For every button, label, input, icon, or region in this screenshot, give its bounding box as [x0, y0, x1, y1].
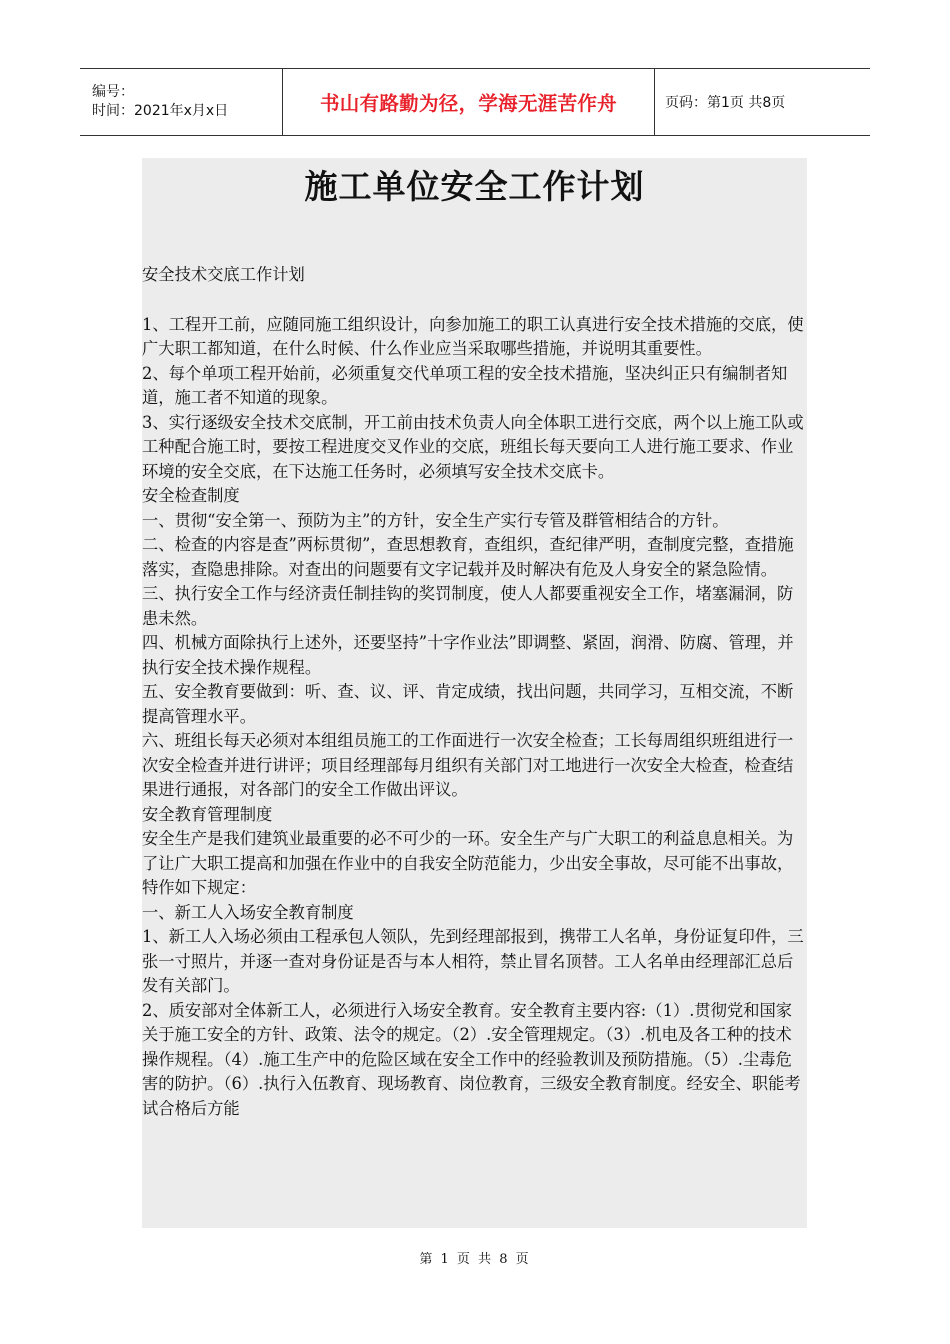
document-paragraphs [142, 313, 807, 1122]
paragraph: 一、贯彻“安全第一、预防为主”的方针，安全生产实行专管及群管相结合的方针。 [142, 510, 729, 530]
paragraph: 1、新工人入场必须由工程承包人领队，先到经理部报到，携带工人名单，身份证复印件，三张一寸照片，并逐一查对身份证是否与本人相符，禁止冒名顶替。工人名单由经理部汇总后发有关部门。 [142, 927, 804, 995]
paragraph: 安全生产是我们建筑业最重要的必不可少的一环。安全生产与广大职工的利益息息相关。为了让广大职工提高和加强在作业中的自我安全防范能力，少出安全事故，尽可能不出事故，特作如下规定： [142, 829, 794, 897]
paragraph: 四、机械方面除执行上述外，还要坚持”十字作业法”即调整、紧固，润滑、防腐、管理，并执行安全技术操作规程。 [142, 633, 794, 677]
subsection-heading: 一、新工人入场安全教育制度 [142, 902, 354, 922]
header-motto-cell [283, 69, 655, 135]
number-label: 编号： [92, 84, 134, 100]
paragraph: 2、每个单项工程开始前，必须重复交代单项工程的安全技术措施，坚决纠正只有编制者知道，施工者不知道的现象。 [142, 363, 788, 407]
page-header [80, 68, 870, 136]
motto-text: 书山有路勤为径，学海无涯苦作舟 [319, 92, 617, 115]
document-body [142, 158, 807, 1228]
header-meta [80, 69, 283, 135]
section-heading: 安全教育管理制度 [142, 804, 273, 824]
paragraph: 三、执行安全工作与经济责任制挂钩的奖罚制度，使人人都要重视安全工作，堵塞漏洞，防患未然。 [142, 584, 794, 628]
section-heading: 安全检查制度 [142, 486, 240, 505]
paragraph: 1、工程开工前，应随同施工组织设计，向参加施工的职工认真进行安全技术措施的交底，使广大职工都知道，在什么时候、什么作业应当采取哪些措施，并说明其重要性。 [142, 314, 804, 358]
paragraph: 2、质安部对全体新工人，必须进行入场安全教育。安全教育主要内容:（1）.贯彻党和国家关于施工安全的方针、政策、法令的规定。（2）.安全管理规定。（3）.机电及各工种的技术操作规程。（4）.施工生产中的危险区域在安全工作中的经验教训及预防措施。（5）.尘毒危害的防护。（6）.执行入伍教育、现场教育、岗位教育，三级安全教育制度。经安全、职能考试合格后方能 [142, 1000, 801, 1118]
page-info-text: 页码：第1页 共8页 [665, 95, 786, 111]
header-page-info [655, 69, 870, 135]
document-subtitle: 安全技术交底工作计划 [142, 265, 305, 284]
paragraph: 3、实行逐级安全技术交底制，开工前由技术负责人向全体职工进行交底，两个以上施工队或工种配合施工时，要按工程进度交叉作业的交底，班组长每天要向工人进行施工要求、作业环境的安全交底，在下达施工任务时，必须填写安全技术交底卡。 [142, 412, 804, 481]
document-title: 施工单位安全工作计划 [304, 167, 645, 206]
paragraph: 二、检查的内容是查”两标贯彻”，查思想教育，查组织，查纪律严明，查制度完整，查措施落实，查隐患排除。对查出的问题要有文字记载并及时解决有危及人身安全的紧急险情。 [142, 535, 794, 579]
paragraph: 五、安全教育要做到：听、查、议、评、肯定成绩，找出问题，共同学习，互相交流，不断提高管理水平。 [142, 682, 794, 726]
time-label: 时间：2021年x月x日 [92, 103, 229, 119]
paragraph: 六、班组长每天必须对本组组员施工的工作面进行一次安全检查；工长每周组织班组进行一次安全检查并进行讲评；项目经理部每月组织有关部门对工地进行一次安全大检查，检查结果进行通报，对各部门的安全工作做出评议。 [142, 731, 794, 799]
page-footer: 第 1 页 共 8 页 [419, 1252, 531, 1267]
